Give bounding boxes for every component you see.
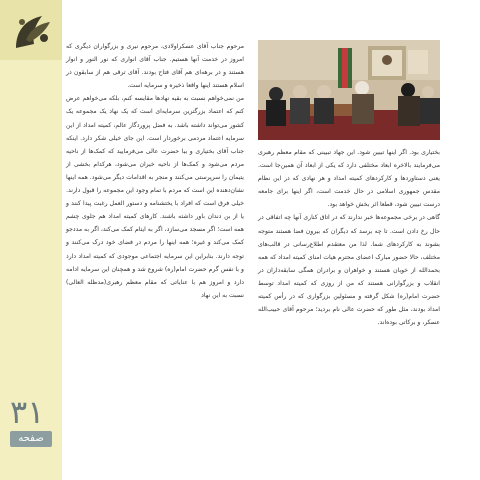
paragraph: خیلی فرق است که افراد با یختشنامه و دستور العمل رغبت پیدا کنند و یا از بن دندان باور داشته باشند. کارهای کمیته امداد هم جلوی چشم همه است؛ اگر مسجد می‌سازد، اگر به ایتام کمک می‌کند، اگر به مددجو کمک می‌کند و غیره؛ همه اینها را مردم در فضای خود درک می‌کنند و توجه دارند. بنابراین این سرمایه اجتماعی موجودی که کمیته امداد دارد و با نفس گرم حضرت امام(ره) شروع شد و همچنان این سرمایه ادامه دارد و امروز هم با عنایاتی که مقام معظم رهبری(مدظله العالی) نسبت به این نهاد (66, 200, 244, 299)
meeting-photo-illustration (258, 40, 440, 140)
floral-ornament-icon (12, 10, 54, 52)
corner-ornament (0, 0, 62, 60)
paragraph: گاهی در برخی مجموعه‌ها خبر ندارند که در اتاق کناری آنها چه اتفاقی در حال رخ دادن است. تا چه برسد که دیگران که بیرون فضا هستند متوجه بشوند به کارکردهای شما. لذا من معتقدم اطلاع‌رسانی در قالب‌های مختلف، حالا حضور مبارک اعضای محترم هیات امنای کمیته امداد که همه بحمدالله از خوبان هستند و خواهران و برادران همگی سابقه‌داران در انقلاب و بزرگوارانی هستند که من از روزی که کمیته امداد توسط حضرت امام(ره) شکل گرفته و مسئولین بزرگواری که در رأس کمیته امداد بودند، مثل طور که حضرت عالی نام بردید؛ مرحوم آقای حبیب‌الله عسکر، و برکاتی بوده‌اند. (258, 214, 440, 327)
article-column-left (66, 40, 244, 302)
page-number: ۳۱ (10, 393, 45, 431)
meeting-photo (258, 40, 440, 140)
paragraph: من نمی‌خواهم نسبت به بقیه نهادها مقایسه کنم، بلکه می‌خواهم عرض کنم که اعتماد بزرگترین سرمایه‌ای است که یک نهاد یک مجموعه یک کشور می‌تواند داشته باشد. به فضل پروردگار عالم، کمیته امداد از این سرمایه اعتماد مردمی برخوردار است. این جای خیلی شکر دارد. اینکه جناب آقای بختیاری و بیا حضرت عالی می‌فرمایید که کمک‌ها از ناحیه مردم می‌شود و کمک‌ها از ناحیه خیران می‌شود، هرکدام بخشی از یتیمان را سرپرستی می‌کنند و منجر به اقدامات دیگر می‌شود. همه اینها نشان‌دهنده این است که مردم با تمام وجود این مجموعه را قبول دارند. (66, 95, 244, 195)
article-column-right (258, 146, 440, 329)
paragraph: مرحوم جناب آقای عسکراولادی، مرحوم نیری و بزرگواران دیگری که امروز در خدمت آنها هستیم. جناب آقای انواری که نور النور و انوار هستند و در برهه‌ای هم آقای فتاح بودند. آقای ترقی هم از سابقون در اسلام هستند اینها واقعا ذخیره و سرمایه است. (66, 43, 244, 90)
page-label: صفحه (10, 431, 52, 447)
paragraph: بختیاری بود. اگر اینها تبیین شود. این جهاد تبیینی که مقام معظم رهبری می‌فرمایند بالاخره ابعاد مختلفی دارد که یکی از ابعاد آن همین‌جا است. یعنی دستاوردها و کارکردهای کمیته امداد و هر نهادی که در این نظام مقدس جمهوری اسلامی در حال خدمت است، اگر اینها برای جامعه درست تبیین شود، قطعا اثر بخش خواهد بود. (258, 149, 440, 209)
page-number-block (10, 395, 58, 447)
